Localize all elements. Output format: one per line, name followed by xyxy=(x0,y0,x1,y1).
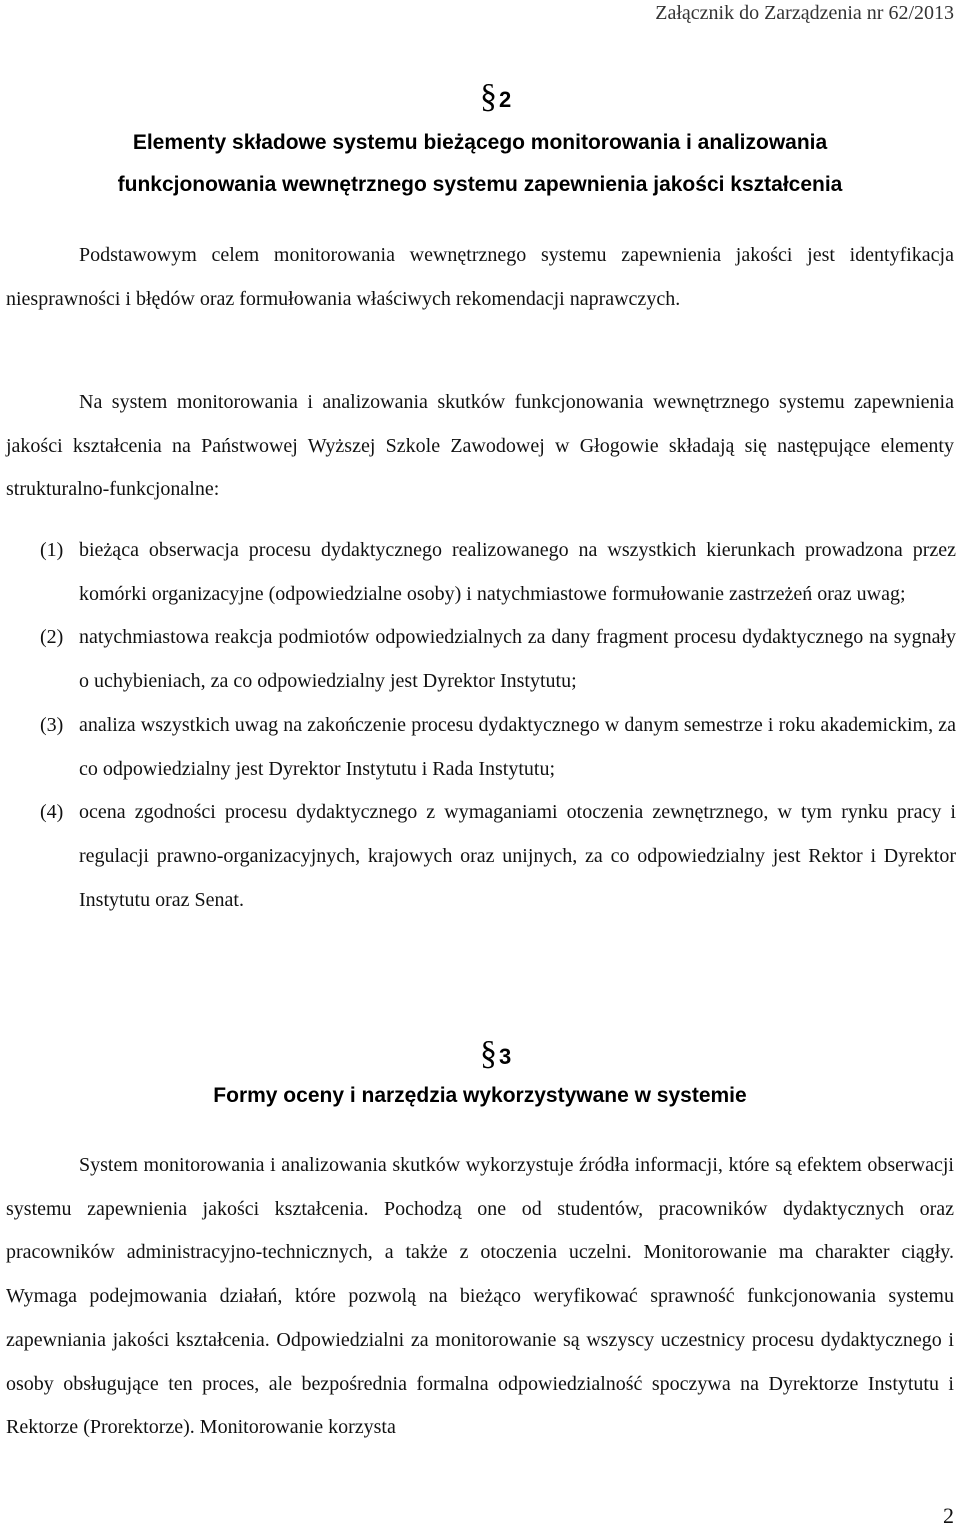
section-2-paragraph-2: Na system monitorowania i analizowania skutków funkcjonowania wewnętrznego systemu zapewnienia jakości kształcenia na Państwowej Wyższej Szkole Zawodowej w Głogowie składają się następujące elementy strukturalno-funkcjonalne: xyxy=(6,391,954,501)
section-3-mark xyxy=(480,1035,511,1073)
list-item xyxy=(6,791,956,922)
list-item xyxy=(6,616,956,703)
list-item-number: (3) xyxy=(40,713,64,736)
section-2-title-line1: Elementy składowe systemu bieżącego monitorowania i analizowania xyxy=(132,131,828,154)
section-sign-icon: § xyxy=(480,1035,497,1072)
section-2-title-line2: funkcjonowania wewnętrznego systemu zapewnienia jakości kształcenia xyxy=(117,173,843,196)
list-item xyxy=(6,704,956,791)
section-2-number: 2 xyxy=(499,87,512,112)
section-3-paragraph-1: System monitorowania i analizowania skutków wykorzystuje źródła informacji, które są efektem obserwacji systemu zapewnienia jakości kształcenia. Pochodzą one od studentów, pracowników dydaktycznych oraz pracowników administracyjno-technicznych, a także z otoczenia uczelni. Monitorowanie ma charakter ciągły. Wymaga podejmowania działań, które pozwolą na bieżąco weryfikować sprawność funkcjonowania systemu zapewniania jakości kształcenia. Odpowiedzialni za monitorowanie są wszyscy uczestnicy procesu dydaktycznego i osoby obsługujące ten proces, ale bezpośrednia formalna odpowiedzialność spoczywa na Dyrektorze Instytutu i Rektorze (Prorektorze). Monitorowanie korzysta xyxy=(6,1154,954,1439)
list-item-text: ocena zgodności procesu dydaktycznego z wymaganiami otoczenia zewnętrznego, w tym rynku pracy i regulacji prawno-organizacyjnych, krajowych oraz unijnych, za co odpowiedzialny jest Rektor i Dyrektor Instytutu oraz Senat. xyxy=(79,801,956,911)
list-item-number: (1) xyxy=(40,539,64,561)
list-item-text: natychmiastowa reakcja podmiotów odpowiedzialnych za dany fragment procesu dydaktycznego na sygnały o uchybieniach, za co odpowiedzialny jest Dyrektor Instytutu; xyxy=(79,626,956,693)
section-2-mark xyxy=(480,78,511,116)
section-2-paragraph-1: Podstawowym celem monitorowania wewnętrznego systemu zapewnienia jakości jest identyfikacja niesprawności i błędów oraz formułowania właściwych rekomendacji naprawczych. xyxy=(6,244,954,310)
attachment-header: Załącznik do Zarządzenia nr 62/2013 xyxy=(655,2,954,24)
section-sign-icon: § xyxy=(480,78,497,115)
list-item-number: (4) xyxy=(40,801,64,824)
section-3-number: 3 xyxy=(499,1044,512,1069)
list-item-number: (2) xyxy=(40,626,64,649)
list-item xyxy=(6,529,956,616)
list-item-text: analiza wszystkich uwag na zakończenie procesu dydaktycznego w danym semestrze i roku akademickim, za co odpowiedzialny jest Dyrektor Instytutu i Rada Instytutu; xyxy=(79,713,956,780)
list-item-text: bieżąca obserwacja procesu dydaktycznego realizowanego na wszystkich kierunkach prowadzona przez komórki organizacyjne (odpowiedzialne osoby) i natychmiastowe formułowanie zastrzeżeń oraz uwag; xyxy=(79,539,956,605)
page-number: 2 xyxy=(943,1503,954,1528)
section-3-title: Formy oceny i narzędzia wykorzystywane w systemie xyxy=(213,1084,747,1107)
elements-list xyxy=(6,529,956,922)
